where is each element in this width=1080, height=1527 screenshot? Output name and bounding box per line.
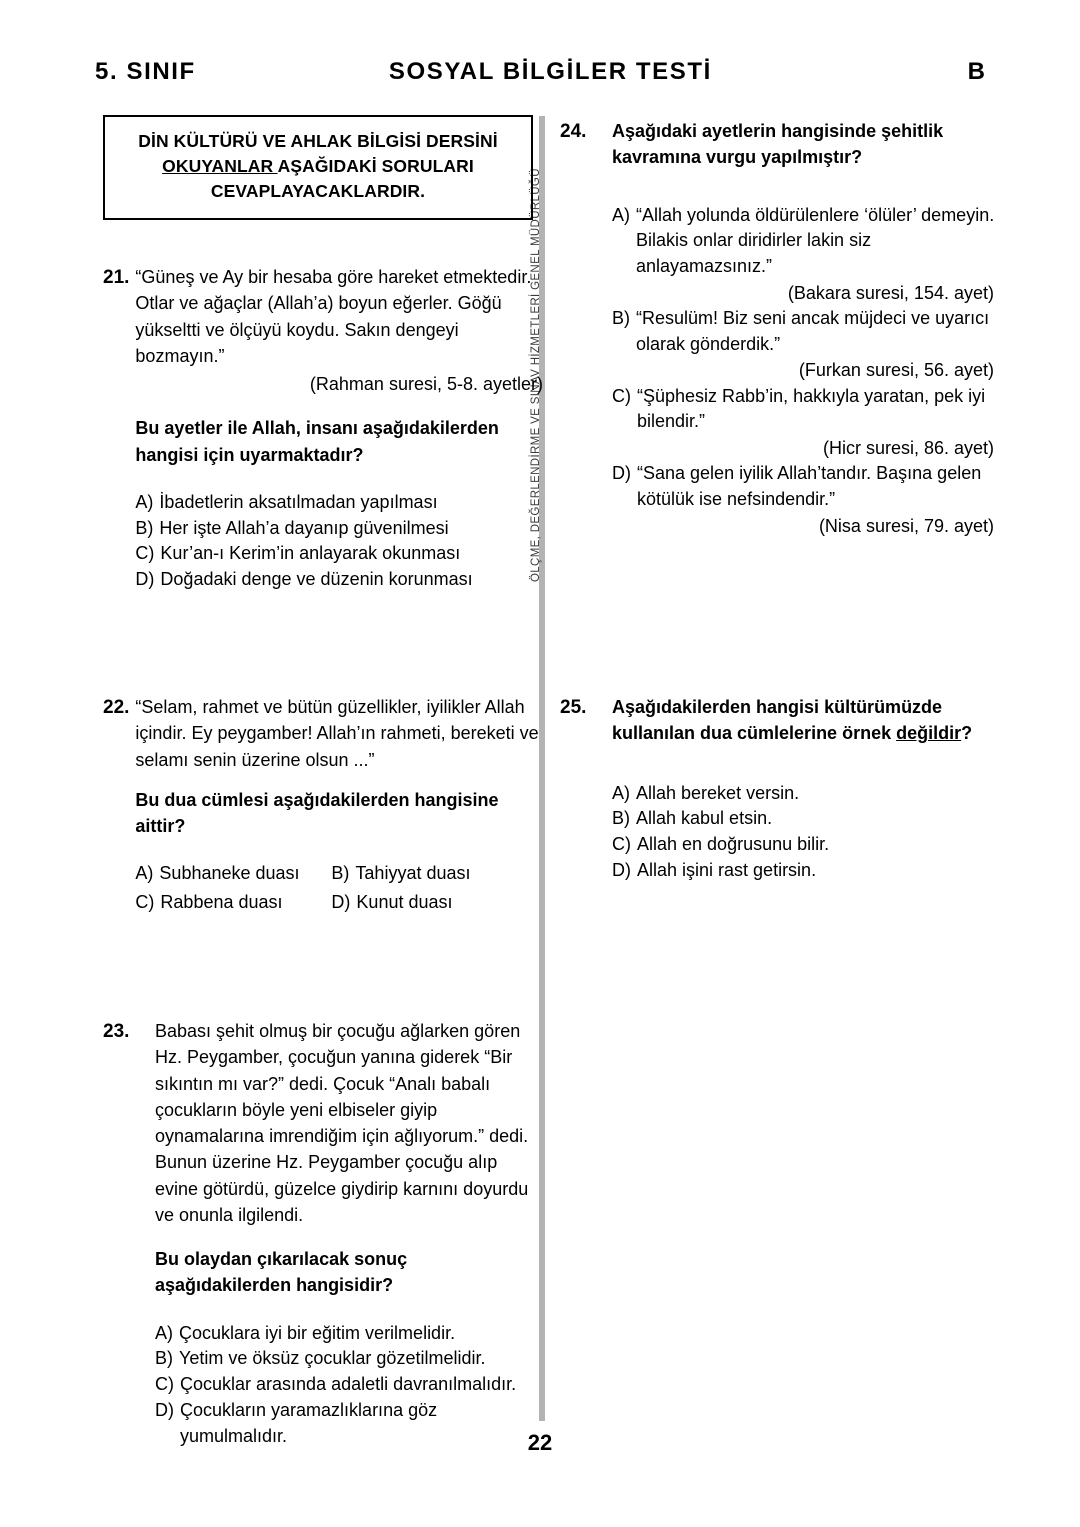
option-b-letter: B) [135, 517, 154, 538]
question-25-number: 25. [560, 697, 587, 718]
option-a[interactable] [135, 490, 543, 516]
question-25-stem-underlined: değildir [896, 723, 962, 744]
notice-line-2 [113, 154, 523, 179]
question-21-passage: “Güneş ve Ay bir hesaba göre hareket etmektedir. Otlar ve ağaçlar (Allah’a) boyun eğerler. Göğü yükseltti ve ölçüyü koydu. Sakın dengeyi bozmayın.” [135, 267, 532, 366]
question-25-options [612, 781, 1000, 884]
option-b[interactable] [155, 1346, 543, 1372]
question-25-stem [612, 694, 1000, 747]
option-d-text: “Sana gelen iyilik Allah’tandır. Başına gelen kötülük ise nefsindendir.” [637, 463, 982, 510]
question-22-options [135, 861, 543, 915]
option-b[interactable] [135, 516, 543, 542]
question-23-stem: Bu olaydan çıkarılacak sonuç aşağıdakilerden hangisidir? [155, 1249, 408, 1296]
option-a-citation: (Bakara suresi, 154. ayet) [787, 282, 994, 303]
question-23-passage: Babası şehit olmuş bir çocuğu ağlarken gören Hz. Peygamber, çocuğun yanına giderek “Bir sıkıntın mı var?” dedi. Çocuk “Analı babalı çocukların böyle yeni elbiseler giyip oynamalarına imrendiğim için ağlıyorum.” dedi. Bunun üzerine Hz. Peygamber çocuğu alıp evine götürdü, güzelce giydirip karnını doyurdu ve onunla ilgilendi. [155, 1021, 529, 1225]
question-22 [103, 694, 543, 916]
option-b[interactable] [612, 306, 1000, 357]
notice-line-1: DİN KÜLTÜRÜ VE AHLAK BİLGİSİ DERSİNİ [138, 131, 498, 151]
option-b[interactable] [612, 806, 1000, 832]
question-21-body [135, 264, 543, 593]
option-c-citation: (Hicr suresi, 86. ayet) [822, 438, 994, 459]
question-21-number: 21. [103, 267, 130, 288]
question-24-number: 24. [560, 121, 587, 142]
question-25-head [560, 694, 1000, 883]
question-21-head [103, 264, 543, 593]
question-22-stem: Bu dua cümlesi aşağıdakilerden hangisine aittir? [135, 789, 499, 837]
option-a-letter: A) [135, 863, 154, 884]
option-c-letter: C) [612, 385, 631, 406]
option-a[interactable] [612, 781, 1000, 807]
option-b-text: Her işte Allah’a dayanıp güvenilmesi [159, 517, 449, 538]
question-22-passage: “Selam, rahmet ve bütün güzellikler, iyilikler Allah içindir. Ey peygamber! Allah’ın rahmeti, bereketi ve selamı senin üzerine olsun ...” [135, 697, 539, 770]
question-23-number: 23. [103, 1021, 130, 1042]
option-a[interactable] [135, 861, 331, 887]
agency-vertical-stamp: ÖLÇME, DEĞERLENDİRME VE SINAV HİZMETLERİ GENEL MÜDÜRLÜĞÜ [530, 168, 542, 582]
option-d-letter: D) [612, 859, 631, 880]
option-d-letter: D) [612, 463, 631, 484]
option-a-text: İbadetlerin aksatılmadan yapılması [159, 491, 438, 512]
option-c-text: Allah en doğrusunu bilir. [637, 834, 830, 854]
option-c[interactable] [135, 541, 543, 567]
question-21-citation: (Rahman suresi, 5-8. ayetler) [309, 374, 543, 395]
option-c[interactable] [135, 890, 331, 916]
option-b-text: Allah kabul etsin. [636, 808, 773, 829]
option-b-text: Yetim ve öksüz çocuklar gözetilmelidir. [179, 1348, 486, 1369]
option-d-letter: D) [135, 569, 155, 590]
question-24-body [612, 118, 1000, 539]
option-d[interactable] [612, 858, 1000, 884]
option-b-letter: B) [612, 308, 630, 328]
option-c[interactable] [612, 384, 1000, 435]
question-25-stem-before: Aşağıdakilerden hangisi kültürümüzde kullanılan dua cümlelerine örnek [612, 697, 943, 744]
notice-line-3: CEVAPLAYACAKLARDIR. [210, 180, 426, 201]
option-c-letter: C) [155, 1374, 174, 1395]
option-a-letter: A) [135, 491, 154, 512]
notice-underlined-word: OKUYANLAR [162, 155, 278, 176]
option-d-letter: D) [331, 892, 351, 913]
option-b-letter: B) [612, 808, 630, 829]
page-number: 22 [527, 1430, 553, 1455]
option-d-text: Allah işini rast getirsin. [637, 859, 817, 880]
option-a-letter: A) [612, 782, 630, 803]
question-24 [560, 118, 1000, 539]
option-d[interactable] [135, 567, 543, 593]
option-a[interactable] [155, 1321, 543, 1347]
option-a-text: Subhaneke duası [159, 863, 300, 884]
option-c[interactable] [155, 1372, 543, 1398]
notice-line-2-rest: AŞAĞIDAKİ SORULARI [277, 155, 474, 176]
grade-label: 5. SINIF [95, 58, 196, 85]
question-25-body [612, 694, 1000, 883]
option-b-letter: B) [155, 1348, 173, 1369]
option-a-letter: A) [155, 1322, 173, 1343]
question-24-stem: Aşağıdaki ayetlerin hangisinde şehitlik kavramına vurgu yapılmıştır? [612, 121, 944, 168]
option-c-text: Çocuklar arasında adaletli davranılmalıdır. [180, 1374, 517, 1395]
option-a[interactable] [612, 203, 1000, 280]
question-22-number: 22. [103, 697, 130, 718]
option-a-text: Allah bereket versin. [636, 782, 800, 803]
question-25 [560, 694, 1000, 883]
option-d-citation: (Nisa suresi, 79. ayet) [818, 515, 994, 536]
left-column [103, 115, 543, 220]
option-b-text: “Resulüm! Biz seni ancak müjdeci ve uyarıcı olarak gönderdik.” [636, 308, 990, 354]
option-b-citation: (Furkan suresi, 56. ayet) [798, 360, 994, 381]
question-25-stem-after: ? [961, 723, 973, 744]
option-c-text: Rabbena duası [160, 892, 283, 913]
option-d-text: Kunut duası [356, 892, 453, 913]
option-a-text: Çocuklara iyi bir eğitim verilmelidir. [179, 1322, 456, 1343]
question-24-head [560, 118, 1000, 539]
option-d[interactable] [612, 461, 1000, 512]
option-d-text: Çocukların yaramazlıklarına göz yumulmalıdır. [180, 1399, 438, 1446]
course-notice-box [103, 115, 533, 220]
option-d-letter: D) [155, 1399, 174, 1420]
booklet-letter: B [967, 58, 985, 85]
question-23-head [103, 1018, 543, 1449]
option-c-text: Kur’an-ı Kerim’in anlayarak okunması [160, 543, 461, 564]
option-a-text: “Allah yolunda öldürülenlere ‘ölüler’ demeyin. Bilakis onlar diridirler lakin siz anlayamazsınız.” [636, 204, 995, 276]
question-21 [103, 264, 543, 593]
option-b-letter: B) [331, 863, 350, 884]
question-23 [103, 1018, 543, 1449]
option-a-letter: A) [612, 204, 630, 225]
option-d-text: Doğadaki denge ve düzenin korunması [160, 569, 473, 590]
exam-header [95, 54, 985, 90]
option-b-text: Tahiyyat duası [355, 863, 471, 884]
question-22-head [103, 694, 543, 916]
option-b[interactable] [331, 861, 543, 887]
question-21-options [135, 490, 543, 593]
option-c-text: “Şüphesiz Rabb’in, hakkıyla yaratan, pek iyi bilendir.” [637, 385, 986, 432]
option-d[interactable] [331, 890, 543, 916]
question-23-body [155, 1018, 543, 1449]
option-c-letter: C) [135, 892, 155, 913]
option-c[interactable] [612, 832, 1000, 858]
question-24-options [612, 203, 1000, 540]
option-c-letter: C) [135, 543, 155, 564]
question-21-stem: Bu ayetler ile Allah, insanı aşağıdakilerden hangisi için uyarmaktadır? [135, 418, 499, 465]
option-c-letter: C) [612, 834, 631, 854]
question-22-body [135, 694, 543, 916]
test-title: SOSYAL BİLGİLER TESTİ [388, 58, 712, 85]
